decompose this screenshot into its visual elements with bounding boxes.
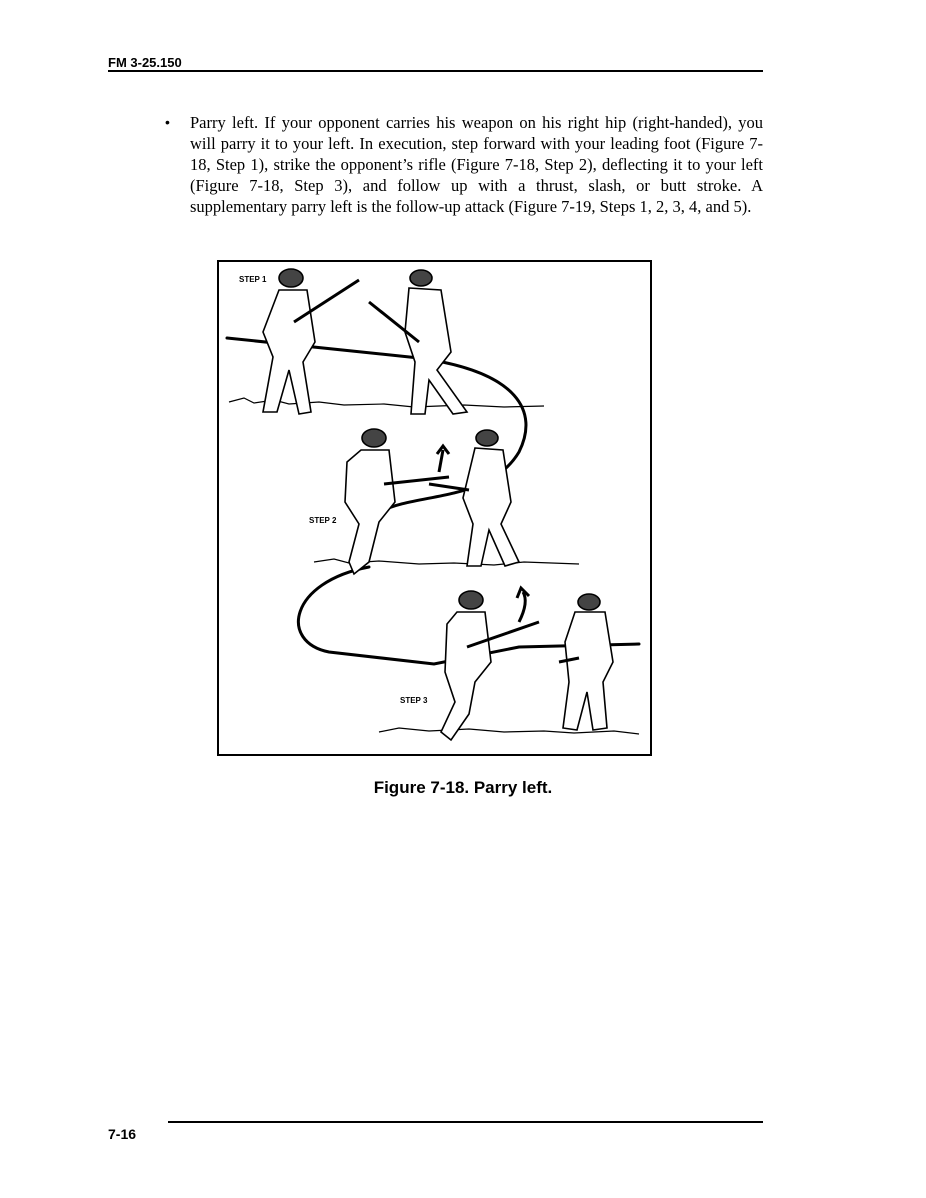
- page-number: 7-16: [108, 1126, 137, 1142]
- paragraph-text: Parry left. If your opponent carries his weapon on his right hip (right-handed), you will parry it to your left. In execution, step forward with your leading foot (Figure 7-18, Step 1), strike the opponent’s rifle (Figure 7-18, Step 2), deflecting it to your left (Figure 7-18, Step 3), and follow up with a thrust, slash, or butt stroke. A supplementary parry left is the follow-up attack (Figure 7-19, Steps 1, 2, 3, 4, and 5).: [190, 113, 763, 216]
- step2-soldier-right: [429, 430, 519, 566]
- step-label-2: STEP 2: [309, 516, 337, 525]
- figure-illustration: [217, 260, 652, 756]
- bullet-paragraph: [165, 112, 763, 217]
- step-label-1: STEP 1: [239, 275, 267, 284]
- step-label-3: STEP 3: [400, 696, 428, 705]
- step1-soldier-right: [369, 270, 467, 414]
- running-header: FM 3-25.150: [108, 55, 182, 70]
- step1-soldier-left: [263, 269, 359, 414]
- figure-caption: Figure 7-18. Parry left.: [373, 778, 553, 797]
- bullet-marker: •: [165, 114, 170, 130]
- footer-rule: [168, 1121, 763, 1123]
- parry-left-illustration: [219, 262, 650, 754]
- header-rule: [108, 70, 763, 72]
- step3-soldier-right: [559, 594, 613, 730]
- step2-soldier-left: [345, 429, 449, 574]
- step3-soldier-left: [441, 588, 539, 740]
